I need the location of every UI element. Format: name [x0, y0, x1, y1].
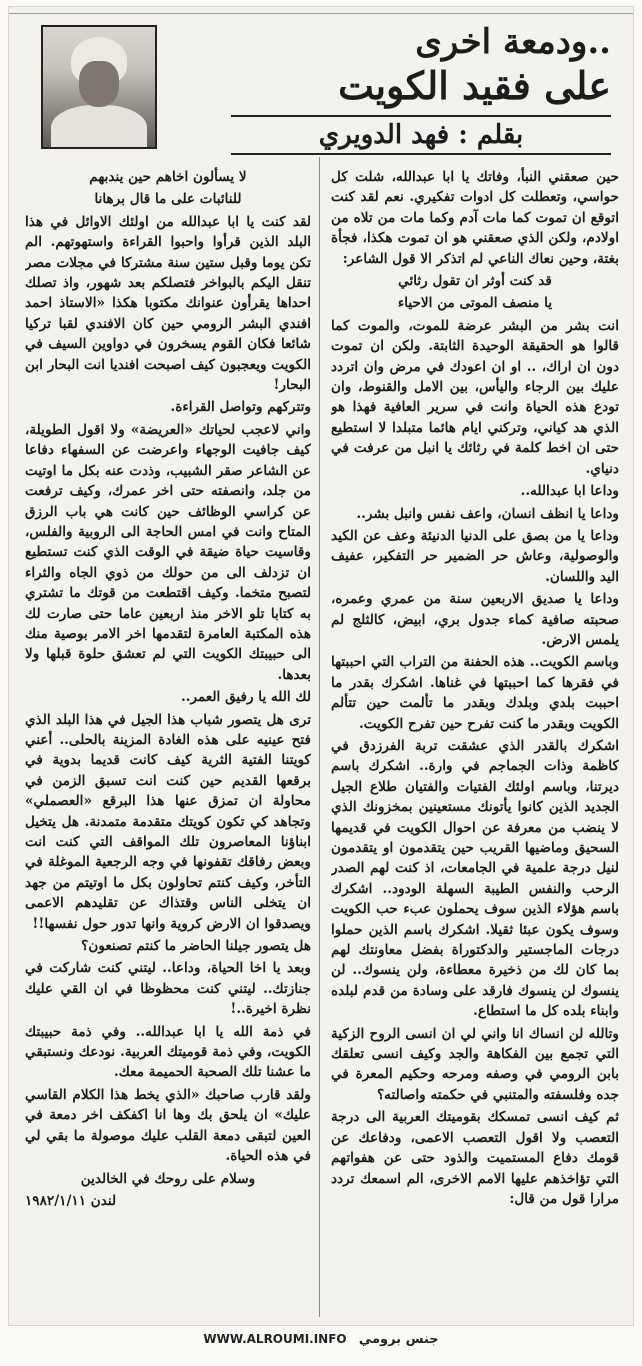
- poem-line: لا يسألون اخاهم حين يندبهم: [89, 169, 247, 185]
- paragraph: وداعا يا من بصق على الدنيا الدنيئة وعف عن الكيد والوصولية، وعاش حر الضمير حر التفكير، عفيف اليد واللسان.: [331, 527, 619, 585]
- photo-face: [79, 61, 119, 107]
- paragraph: اشكرك بالقدر الذي عشقت تربة الفرزدق في كاظمة وذات الجماجم في وارة.. اشكرك باسم ديرتنا، وباسم اولئك الفتيات والفتيان طلاع الجيل الجديد الذين كانوا يأتونك مستعينين بمخزونك الذي لا ينضب من معرفة عن احوال الكويت في قديمها السحيق وماضيها القريب حين يتقدمون او يتقدمون لنيل درجة علمية في الجامعات، اذ كنت لهم الصدر الرحب والنفس الطيبة السهلة الودود.. اشكرك باسم هؤلاء الذين سوف يحملون عبء حب الكويت وسوف يكون عبئا ثقيلا. اشكرك باسم الذين حملوا درجات الماجستير والدكتوراة بفضل معاونتك لهم بما كان لك من ذخيرة معطاءة، ولن ينسوك.. لن ينسوك لن ينسوك فارقد على وسادة من قدم لبلده وابناء بلده كل ما استطاع.: [331, 737, 619, 1020]
- paragraph: انت بشر من البشر عرضة للموت، والموت كما قالوا هو الحقيقة الوحيدة الثابتة. ولكن ان تموت دون ان اراك، .. او ان اعودك في مرض وان اتردد عليك بين الرجاء واليأس، بين الامل والقنوط، وان تودع هذه الحياة وانت في سرير العافية فهذا هو الذي هد كياني، وتركني ايام هائما متبلدا لا استطيع حتى ان اخط كلمة في رثائك يا انبل من عرفت في دنياي.: [331, 317, 619, 477]
- top-rule: [9, 7, 633, 14]
- paragraph: حين صعقني النبأ، وفاتك يا ابا عبدالله، شلت كل حواسي، وتعطلت كل ادوات تفكيري. نعم لقد كنت اتوقع ان تموت كما مات آدم وكما مات من تلاه من اولادم، ولكن الذي صعقني هو ان تموت هكذا، فجأة بغتة، وحين نعاك الناعي لم اتذكر الا قول الشاعر:: [331, 169, 619, 267]
- left-column: [25, 167, 311, 1317]
- dateline: لندن ١٩٨٢/١/١١: [25, 1192, 117, 1209]
- paragraph: واني لاعجب لحياتك «العريضة» ولا اقول الطويلة، كيف جافيت الوجهاء واعرضت عن السفهاء دفاعا عن الشاعر صقر الشبيب، وذدت عنه بكل ما اوتيت من جلد، وانصفته حتى اخر عمرك، وكيف ترفعت عن كراسي الوظائف حين كانت هي باب الرزق المتاح وانت في امس الحاجة الى الروبية والفلس، وقاسيت حياة ضيقة في الوقت الذي كنت تستطيع ان تزدلف الى من حولك من ذوي الجاه والثراء لتصبح متخما. وكيف اقتطعت من قوتك ما تشتري به كتابا تلو الاخر منذ اربعين عاما حتى صارت لك هذه المكتبة العامرة لتقدمها اخر الامر بوصية منك الى حبيبتك الكويت التي لم تعشق حلوة قبلها ولا بعدها.: [25, 421, 311, 683]
- paragraph: وداعا يا صديق الاربعين سنة من عمري وعمره، صحبته صافية كماء جدول بري، ابيض، كالثلج لم يلمس الارض.: [331, 591, 619, 648]
- photo-shoulders: [51, 105, 147, 149]
- author-photo: [41, 25, 157, 149]
- headline-line1: ..ودمعة اخرى: [415, 22, 611, 62]
- footer-brand: جنس برومي: [358, 1332, 439, 1347]
- paragraph: لك الله يا رفيق العمر..: [181, 689, 311, 706]
- paragraph: وتالله لن انساك انا واني لي ان انسى الروح الزكية التي تجمع بين الفكاهة والجد وكيف انسى تعلقك بابن الرومي في وصفه ومرحه وحكيم المعرة في جده وفلسفته والمتنبي في حكمته واصالته؟: [331, 1025, 619, 1103]
- closing-line: وسلام على روحك في الخالدين: [80, 1170, 256, 1187]
- poem-line: للنائبات على ما قال برهانا: [94, 191, 242, 208]
- paragraph: وباسم الكويت.. هذه الحفنة من التراب التي احببتها في فقرها كما احببتها في غناها. اشكرك بقدر ما احببت بلدي وبلدك وبقدر ما تألمت حين تتألم الكويت وبقدر ما كنت تفرح حين تفرح الكويت.: [331, 654, 619, 732]
- footer: [0, 1332, 642, 1356]
- column-divider: [319, 157, 320, 1317]
- paragraph: ثم كيف انسى تمسكك بقوميتك العربية الى درجة التعصب ولا اقول التعصب الاعمى، ودفاعك عن قومك دفاع المستميت والذود حتى عن هفواتهم التي تؤاخذهم عليها الامم الاخرى، الم اسمعك تردد مرارا قول من قال:: [331, 1109, 619, 1207]
- poem-line: قد كنت أوثر ان تقول رثائي: [398, 273, 552, 290]
- footer-url[interactable]: WWW.ALROUMI.INFO: [203, 1332, 347, 1346]
- headline-line2: على فقيد الكويت: [338, 63, 611, 108]
- poem-line: يا منصف الموتى من الاحياء: [397, 295, 553, 312]
- paragraph: وداعا يا انظف انسان، واعف نفس وانبل بشر..: [356, 505, 619, 522]
- newspaper-clipping: [8, 6, 634, 1326]
- paragraph: في ذمة الله يا ابا عبدالله.. وفي ذمة حبيبتك الكويت، وفي ذمة قوميتك العربية. نودعك ونستبقي ما عشنا تلك الصحبة الحميمة معك.: [25, 1023, 311, 1081]
- paragraph: وداعا ابا عبدالله..: [520, 483, 619, 500]
- paragraph: وتتركهم وتواصل القراءة.: [170, 399, 311, 416]
- paragraph: ترى هل يتصور شباب هذا الجيل في هذا البلد الذي فتح عينيه على هذه الغادة المزينة بالحلى.. أعني كويتنا الفتية الثرية كيف كانت قديما بدوية في برقعها القديم حين كنت انت تسبق الزمن في محاولة ان تمزق عنها هذا البرقع «العصملي» وتجاهد كي تكون كويتك متقدمة متمدنة. هل يتخيل ابناؤنا المعاصرون تلك المواقف التي كنت انت وبعض رفاقك تقفونها في وجه الرجعية الموغلة في التأخر، وكيف كنتم تحاولون بكل ما اوتيتم من جهد ان يتخلى الناس وقتذاك عن تقليدهم الاعمى ويصدقوا ان الارض كروية وانها تدور حول نفسها!!: [25, 711, 311, 932]
- paragraph: وبعد يا اخا الحياة، وداعا.. ليتني كنت شاركت في جنازتك.. ليتني كنت محظوظا في ان القي عليك نظرة اخيرة..!: [25, 960, 311, 1018]
- paragraph: هل يتصور جيلنا الحاضر ما كنتم تصنعون؟: [81, 938, 311, 955]
- headline: [171, 21, 611, 109]
- right-column: [331, 167, 619, 1317]
- byline: بقلم : فهد الدويري: [231, 115, 611, 155]
- paragraph: لقد كنت يا ابا عبدالله من اولئك الاوائل في هذا البلد الذين قرأوا واحبوا القراءة واستهوتهم. الم تكن يوما وقبل ستين سنة مشتركا في مجلات مصر تنقل اليكم بالبواخر فتصلكم بعد شهور، واذ تصلك احداها يقرأون عنوانك مكتوبا هكذا «الاستاذ احمد افندي البشر الرومي حين كان الافندي لقبا تركيا شائعا فكان القوم يسخرون في دواوين السيف في الكويت ويعجبون كيف اصبحت افنديا انت البحار ابن البحار!: [25, 213, 311, 394]
- paragraph: ولقد قارب صاحبك «الذي يخط هذا الكلام القاسي عليك» ان يلحق بك وها انا اكفكف اخر دمعة في العين لتبقى دمعة القلب عليك موصولة ما بقي لي في هذه الحياة.: [25, 1086, 311, 1165]
